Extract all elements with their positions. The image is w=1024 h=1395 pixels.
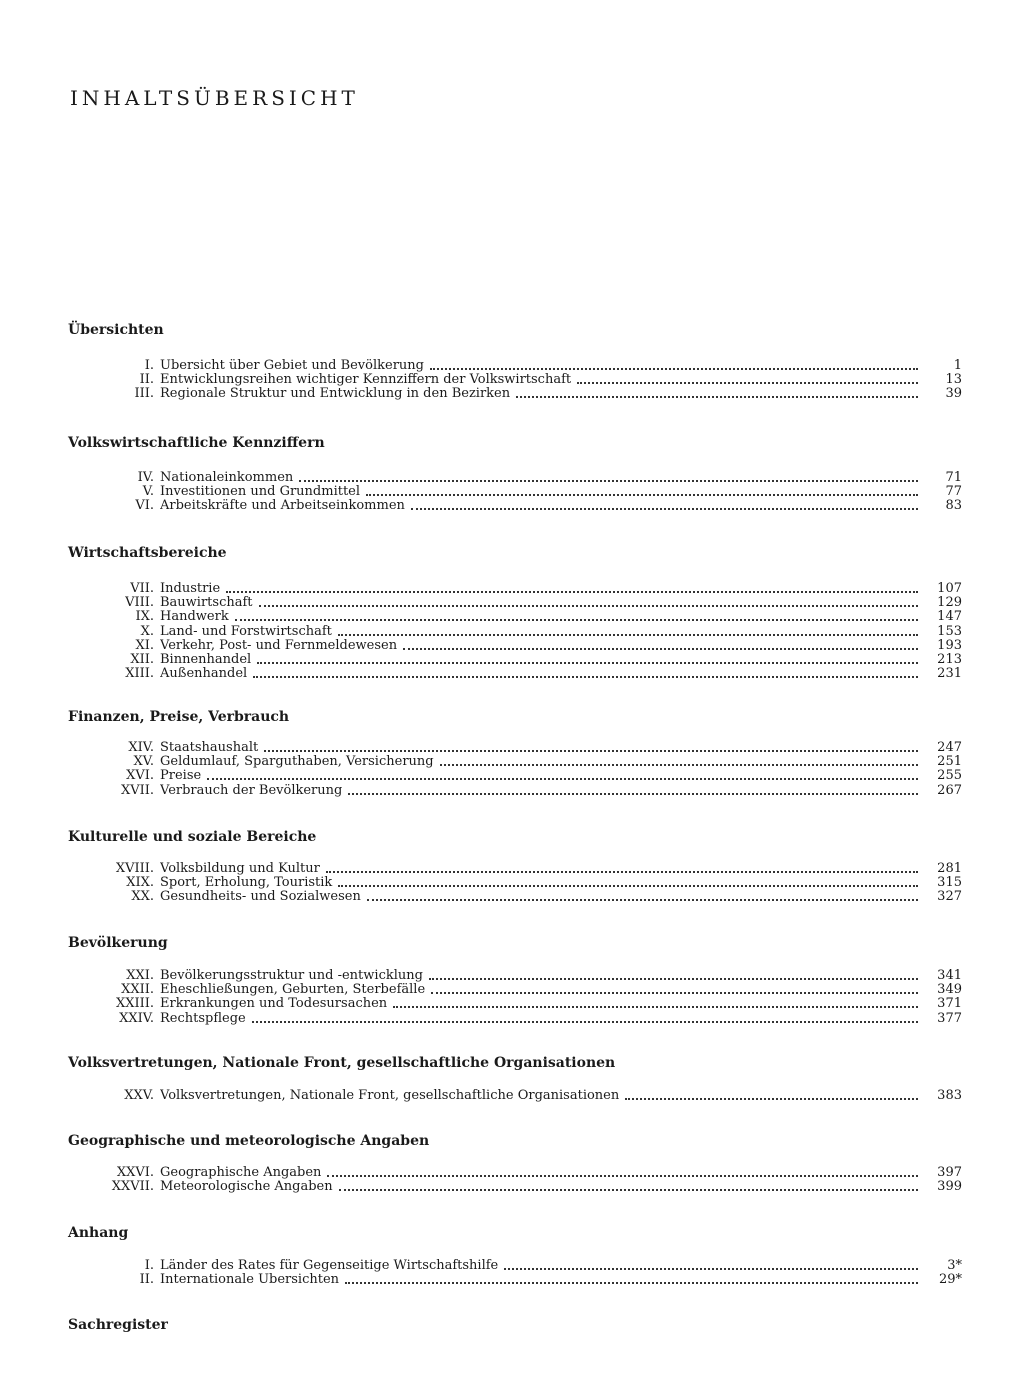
chapter-number: XIV.	[128, 740, 154, 755]
dot-leader	[430, 368, 918, 370]
chapter-title: Bauwirtschaft	[160, 596, 922, 610]
page-number: 247	[937, 740, 962, 755]
chapter-title: Rechtspflege	[160, 1012, 922, 1026]
chapter-title: Eheschließungen, Geburten, Sterbefälle	[160, 983, 922, 997]
chapter-title: Binnenhandel	[160, 653, 922, 667]
section-heading: Geographische und meteorologische Angaben	[68, 1133, 430, 1149]
dot-leader	[338, 634, 918, 636]
dot-leader	[339, 1189, 918, 1191]
chapter-number: XI.	[135, 637, 154, 653]
toc-entry[interactable]	[30, 667, 962, 681]
page-number: 377	[937, 1010, 962, 1026]
toc-entry[interactable]	[30, 997, 962, 1011]
dot-leader	[516, 396, 918, 398]
dot-leader	[411, 508, 918, 510]
section-heading: Bevölkerung	[68, 935, 168, 951]
section-heading: Kulturelle und soziale Bereiche	[68, 829, 317, 845]
chapter-number: III.	[134, 386, 154, 402]
chapter-number: XX.	[131, 889, 154, 905]
page-number: 71	[945, 470, 962, 485]
chapter-title: Land- und Forstwirtschaft	[160, 625, 922, 639]
page-number: 213	[937, 652, 962, 667]
chapter-title: Außenhandel	[160, 667, 922, 681]
dot-leader	[577, 382, 918, 384]
chapter-title: Verbrauch der Bevölkerung	[160, 784, 922, 798]
page-number: 153	[937, 623, 962, 639]
section-heading: Übersichten	[68, 322, 164, 338]
chapter-number: XXI.	[126, 968, 154, 983]
chapter-number: XXII.	[121, 982, 154, 998]
chapter-title: Preise	[160, 769, 922, 783]
page-number: 397	[937, 1165, 962, 1180]
dot-leader	[207, 778, 918, 780]
chapter-number: II.	[139, 372, 154, 388]
toc-entry[interactable]	[30, 876, 962, 890]
page-number: 107	[937, 581, 962, 596]
chapter-title: Volksbildung und Kultur	[160, 862, 922, 876]
dot-leader	[257, 662, 918, 664]
chapter-number: XVIII.	[115, 861, 154, 876]
toc-entry[interactable]	[30, 653, 962, 667]
toc-entry[interactable]	[30, 890, 962, 904]
chapter-title: Meteorologische Angaben	[160, 1180, 922, 1194]
chapter-number: V.	[142, 484, 154, 500]
page-number: 349	[937, 982, 962, 998]
toc-entry[interactable]	[30, 471, 962, 485]
page-number: 39	[945, 386, 962, 402]
chapter-number: X.	[140, 623, 154, 639]
dot-leader	[338, 885, 918, 887]
section-heading: Volkswirtschaftliche Kennziffern	[68, 435, 325, 451]
chapter-number: VI.	[135, 498, 154, 514]
section-heading: Finanzen, Preise, Verbrauch	[68, 709, 290, 725]
toc-entry[interactable]	[30, 1166, 962, 1180]
page-number: 383	[937, 1088, 962, 1103]
toc-entry[interactable]	[30, 499, 962, 513]
page-number: 129	[937, 595, 962, 611]
dot-leader	[348, 793, 918, 795]
toc-entry[interactable]	[30, 639, 962, 653]
toc-entry[interactable]	[30, 1012, 962, 1026]
chapter-number: XXV.	[124, 1088, 154, 1103]
chapter-number: XIII.	[125, 666, 154, 682]
section-heading: Sachregister	[68, 1317, 168, 1333]
chapter-number: IX.	[135, 609, 154, 625]
chapter-title: Regionale Struktur und Entwicklung in den Bezirken	[160, 387, 922, 401]
section-heading: Wirtschaftsbereiche	[68, 545, 227, 561]
dot-leader	[393, 1006, 918, 1008]
chapter-title: Geographische Angaben	[160, 1166, 922, 1180]
toc-entry[interactable]	[30, 741, 962, 755]
page-number: 231	[937, 666, 962, 682]
toc-entry[interactable]	[30, 625, 962, 639]
chapter-title: Handwerk	[160, 610, 922, 624]
chapter-number: XVI.	[126, 768, 154, 784]
dot-leader	[326, 871, 918, 873]
dot-leader	[235, 619, 918, 621]
toc-entry[interactable]	[30, 373, 962, 387]
page-number: 255	[937, 768, 962, 784]
chapter-number: I.	[144, 1258, 154, 1273]
dot-leader	[366, 494, 918, 496]
chapter-title: Entwicklungsreihen wichtiger Kennziffern der Volkswirtschaft	[160, 373, 922, 387]
chapter-title: Investitionen und Grundmittel	[160, 485, 922, 499]
toc-entry[interactable]	[30, 1089, 962, 1103]
page-number: 77	[945, 484, 962, 500]
page-number: 327	[937, 889, 962, 905]
chapter-number: VII.	[130, 581, 154, 596]
page-title: INHALTSÜBERSICHT	[70, 86, 359, 110]
dot-leader	[327, 1175, 918, 1177]
toc-entry[interactable]	[30, 862, 962, 876]
toc-entry[interactable]	[30, 1273, 962, 1287]
chapter-title: Erkrankungen und Todesursachen	[160, 997, 922, 1011]
page-number: 371	[937, 996, 962, 1012]
dot-leader	[367, 899, 918, 901]
page-number: 29*	[938, 1272, 962, 1288]
toc-entry[interactable]	[30, 784, 962, 798]
chapter-title: Geldumlauf, Sparguthaben, Versicherung	[160, 755, 922, 769]
chapter-title: Staatshaushalt	[160, 741, 922, 755]
page-number: 1	[953, 358, 962, 373]
dot-leader	[226, 591, 918, 593]
dot-leader	[431, 992, 918, 994]
page-number: 83	[945, 498, 962, 514]
chapter-number: I.	[144, 358, 154, 373]
chapter-number: XXVI.	[116, 1165, 154, 1180]
chapter-number: XXIV.	[119, 1010, 154, 1026]
chapter-number: XV.	[133, 754, 154, 770]
page-number: 251	[937, 754, 962, 770]
dot-leader	[259, 605, 918, 607]
toc-entry[interactable]	[30, 485, 962, 499]
chapter-title: Nationaleinkommen	[160, 471, 922, 485]
chapter-number: II.	[139, 1272, 154, 1288]
dot-leader	[440, 764, 918, 766]
toc-entry[interactable]	[30, 755, 962, 769]
chapter-number: XIX.	[126, 875, 154, 891]
dot-leader	[625, 1098, 918, 1100]
chapter-number: IV.	[137, 470, 154, 485]
chapter-title: Arbeitskräfte und Arbeitseinkommen	[160, 499, 922, 513]
page-number: 281	[937, 861, 962, 876]
chapter-number: XII.	[130, 652, 154, 667]
chapter-title: Bevölkerungsstruktur und -entwicklung	[160, 969, 922, 983]
chapter-title: Industrie	[160, 582, 922, 596]
section-heading: Volksvertretungen, Nationale Front, gesellschaftliche Organisationen	[68, 1055, 616, 1071]
toc-entry[interactable]	[30, 983, 962, 997]
page-number: 13	[945, 372, 962, 388]
page-number: 147	[937, 609, 962, 625]
dot-leader	[403, 648, 918, 650]
dot-leader	[253, 676, 918, 678]
page-number: 3*	[947, 1258, 962, 1273]
toc-entry[interactable]	[30, 1180, 962, 1194]
page-number: 193	[937, 637, 962, 653]
chapter-title: Volksvertretungen, Nationale Front, gesellschaftliche Organisationen	[160, 1089, 922, 1103]
toc-entry[interactable]	[30, 769, 962, 783]
toc-entry[interactable]	[30, 596, 962, 610]
section-heading: Anhang	[68, 1225, 129, 1241]
chapter-title: Übersicht über Gebiet und Bevölkerung	[160, 359, 922, 373]
page-number: 315	[937, 875, 962, 891]
dot-leader	[345, 1282, 918, 1284]
dot-leader	[429, 978, 918, 980]
toc-entry[interactable]	[30, 610, 962, 624]
chapter-number: VIII.	[125, 595, 154, 611]
chapter-title: Sport, Erholung, Touristik	[160, 876, 922, 890]
page-number: 399	[937, 1179, 962, 1195]
toc-entry[interactable]	[30, 969, 962, 983]
toc-entry[interactable]	[30, 359, 962, 373]
page-number: 267	[937, 782, 962, 798]
dot-leader	[299, 480, 918, 482]
dot-leader	[504, 1268, 918, 1270]
chapter-title: Internationale Übersichten	[160, 1273, 922, 1287]
toc-entry[interactable]	[30, 387, 962, 401]
chapter-number: XXVII.	[111, 1179, 154, 1195]
page-number: 341	[937, 968, 962, 983]
chapter-title: Gesundheits- und Sozialwesen	[160, 890, 922, 904]
chapter-number: XVII.	[120, 782, 154, 798]
toc-entry[interactable]	[30, 1259, 962, 1273]
chapter-title: Länder des Rates für Gegenseitige Wirtschaftshilfe	[160, 1259, 922, 1273]
chapter-number: XXIII.	[115, 996, 154, 1012]
dot-leader	[264, 750, 918, 752]
toc-entry[interactable]	[30, 582, 962, 596]
chapter-title: Verkehr, Post- und Fernmeldewesen	[160, 639, 922, 653]
dot-leader	[252, 1021, 918, 1023]
